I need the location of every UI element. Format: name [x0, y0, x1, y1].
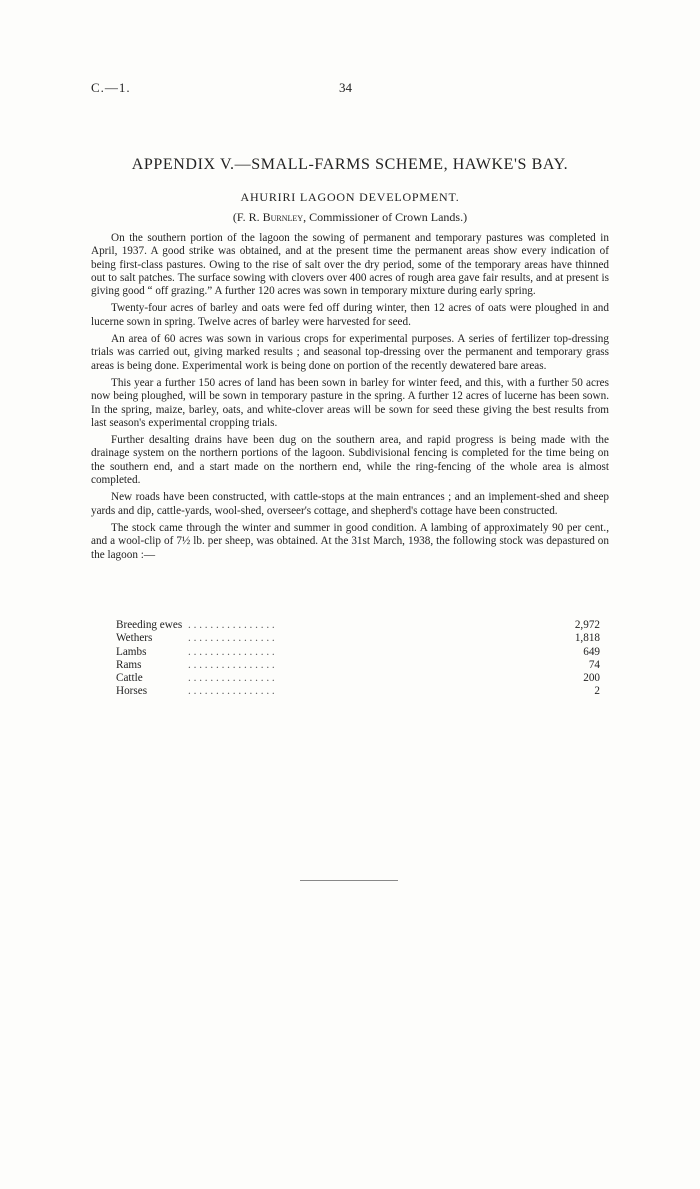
byline-open: (F. R.: [232, 210, 263, 224]
stock-count: 1,818: [574, 632, 600, 645]
stock-count: 200: [583, 672, 600, 685]
byline-name: Burnley: [262, 210, 304, 224]
stock-row: [116, 619, 600, 632]
stock-count: 2: [594, 685, 600, 698]
section-subtitle: AHURIRI LAGOON DEVELOPMENT.: [240, 190, 460, 204]
leader-dots: . . . . . . . . . . . . . . . .: [188, 672, 275, 685]
report-body: [91, 232, 609, 566]
stock-label: Cattle: [116, 672, 143, 685]
paragraph: On the southern portion of the lagoon the sowing of permanent and temporary pastures was completed in April, 1937. A good strike was obtained, and at the present time the permanent areas show every indication of being first-class pastures. Owing to the rise of salt over the dry period, some of the temporary areas have thinned out to salt patches. The surface sowing with clovers over 400 acres of rough area gave fair results, and at present is giving good “ off grazing.” A further 120 acres was sown in temporary mixture during early spring.: [91, 232, 609, 298]
end-rule: [300, 880, 398, 881]
leader-dots: . . . . . . . . . . . . . . . .: [188, 645, 275, 658]
paragraph: New roads have been constructed, with cattle-stops at the main entrances ; and an implement-shed and sheep yards and dip, cattle-yards, wool-shed, overseer's cottage, and shepherd's cottage have been constructed.: [91, 491, 609, 517]
stock-count: 74: [588, 658, 600, 671]
leader-dots: . . . . . . . . . . . . . . . .: [188, 632, 275, 645]
page-number: 34: [339, 80, 352, 95]
paragraph: Twenty-four acres of barley and oats were fed off during winter, then 12 acres of oats were ploughed in and lucerne sown in spring. Twelve acres of barley were harvested for seed.: [91, 302, 609, 328]
leader-dots: . . . . . . . . . . . . . . . .: [188, 658, 275, 671]
paragraph: An area of 60 acres was sown in various crops for experimental purposes. A series of fertilizer top-dressing trials was carried out, giving marked results ; and seasonal top-dressing over the permanent and temporary grass areas is being done. Experimental work is being done on portion of the recently dewatered bare areas.: [91, 333, 609, 372]
stock-count: 649: [583, 645, 600, 658]
stock-label: Horses: [116, 685, 148, 698]
stock-label: Rams: [116, 658, 142, 671]
paragraph: The stock came through the winter and summer in good condition. A lambing of approximately 90 per cent., and a wool-clip of 7½ lb. per sheep, was obtained. At the 31st March, 1938, the following stock was depastured on the lagoon :—: [91, 521, 609, 561]
document-reference: C.—1.: [91, 80, 131, 95]
paragraph: Further desalting drains have been dug on the southern area, and rapid progress is being made with the drainage system on the northern portions of the lagoon. Subdivisional fencing is completed for the time being on the southern end, and a start made on the northern end, while the ring-fencing of the whole area is almost completed.: [91, 434, 609, 487]
stock-row: [116, 632, 600, 645]
stock-row: [116, 672, 600, 685]
stock-row: [116, 685, 600, 698]
stock-row: [116, 646, 600, 659]
author-byline: [0, 210, 700, 225]
leader-dots: . . . . . . . . . . . . . . . .: [188, 619, 275, 631]
stock-label: Breeding ewes: [116, 619, 183, 631]
stock-count: 2,972: [574, 619, 600, 631]
paragraph: This year a further 150 acres of land has been sown in barley for winter feed, and this, with a further 50 acres now being ploughed, will be sown in temporary pasture in the spring. A further 12 acres of lucerne has been sown. In the spring, maize, barley, oats, and white-clover areas will be sown for seed these giving the best results from last season's experimental cropping trials.: [91, 376, 609, 429]
stock-table: [116, 619, 600, 699]
stock-row: [116, 659, 600, 672]
leader-dots: . . . . . . . . . . . . . . . .: [188, 685, 275, 698]
appendix-title: APPENDIX V.—SMALL-FARMS SCHEME, HAWKE'S BAY.: [131, 156, 569, 173]
byline-rest: , Commissioner of Crown Lands.): [303, 210, 468, 224]
stock-label: Lambs: [116, 645, 147, 658]
stock-label: Wethers: [116, 632, 153, 645]
